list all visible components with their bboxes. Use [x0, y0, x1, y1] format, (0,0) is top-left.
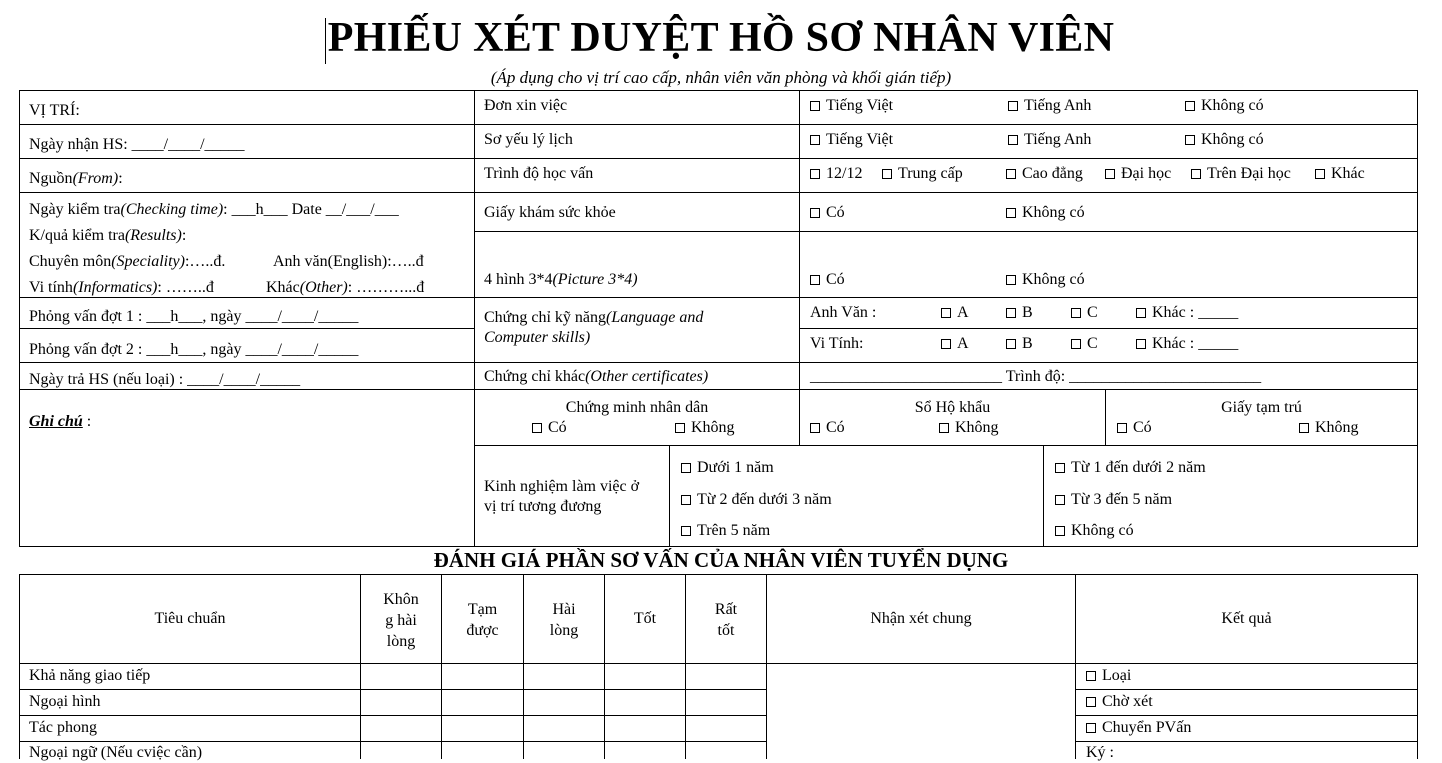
english-a-label: A: [957, 304, 969, 321]
criteria-row-communication: Khả năng giao tiếp: [29, 667, 151, 684]
notes-label: Ghi chú: [29, 413, 83, 430]
id-card-no-label: Không: [691, 419, 735, 436]
app-english-checkbox[interactable]: [1008, 96, 1091, 116]
results-label: [29, 226, 186, 246]
very-good-header: [686, 599, 766, 641]
checkbox-icon: [1136, 339, 1146, 349]
temp-residence-yes-label: Có: [1133, 419, 1152, 436]
exp-2-3-checkbox[interactable]: [681, 490, 832, 510]
satisfied-header: [524, 599, 604, 641]
acceptable-header: [442, 599, 523, 641]
other-certificates-label-en: (Other certificates): [585, 368, 709, 385]
cv-english-checkbox[interactable]: [1008, 130, 1091, 150]
checkbox-icon: [941, 339, 951, 349]
photos-none-checkbox[interactable]: [1006, 270, 1085, 290]
checkbox-icon: [681, 526, 691, 536]
checkbox-icon: [939, 423, 949, 433]
criteria-row-appearance: Ngoại hình: [29, 693, 101, 710]
exp-1-2-checkbox[interactable]: [1055, 458, 1206, 478]
checkbox-icon: [1117, 423, 1127, 433]
results-colon: :: [181, 227, 187, 244]
acceptable-header-line2: được: [466, 622, 499, 639]
criteria-row-manner: Tác phong: [29, 719, 97, 736]
page-subtitle: (Áp dụng cho vị trí cao cấp, nhân viên văn phòng và khối gián tiếp): [490, 68, 952, 87]
english-score[interactable]: Anh văn(English):…..đ: [273, 253, 424, 270]
speciality-blank: :…..đ.: [184, 253, 226, 270]
speciality-score[interactable]: [29, 252, 225, 272]
check-time-label: Ngày kiểm tra: [29, 201, 121, 218]
exp-2-3-label: Từ 2 đến dưới 3 năm: [697, 491, 832, 508]
informatics-blank: : ……..đ: [157, 279, 214, 296]
checkbox-icon: [1105, 169, 1115, 179]
health-none-label: Không có: [1022, 204, 1085, 221]
cv-none-checkbox[interactable]: [1185, 130, 1264, 150]
very-good-header-line1: Rất: [714, 601, 738, 618]
source-colon: :: [118, 170, 123, 187]
checkbox-icon: [810, 135, 820, 145]
checkbox-icon: [1055, 526, 1065, 536]
cv-none-label: Không có: [1201, 131, 1264, 148]
unsatisfied-header-line3: lòng: [386, 633, 416, 650]
informatics-other-checkbox[interactable]: [1136, 334, 1238, 354]
results-label-en: (Results): [124, 227, 182, 244]
edu-vocational-checkbox[interactable]: [882, 164, 963, 184]
checkbox-icon: [810, 423, 820, 433]
notes-field[interactable]: [29, 412, 91, 432]
experience-label-1: Kinh nghiệm làm việc ở: [484, 478, 640, 495]
other-label-en: (Other): [299, 279, 348, 296]
page-title: PHIẾU XÉT DUYỆT HỒ SƠ NHÂN VIÊN: [327, 15, 1115, 61]
exp-none-label: Không có: [1071, 522, 1134, 539]
cv-label: Sơ yếu lý lịch: [484, 131, 573, 148]
received-date-field[interactable]: Ngày nhận HS: ____/____/_____: [29, 136, 245, 153]
checkbox-icon: [1006, 339, 1016, 349]
checkbox-icon: [1006, 275, 1016, 285]
text-cursor: [325, 18, 326, 64]
temp-residence-yes-checkbox[interactable]: [1117, 418, 1152, 438]
app-vietnamese-label: Tiếng Việt: [826, 97, 894, 114]
checkbox-icon: [1006, 208, 1016, 218]
signature-field[interactable]: Ký :: [1086, 744, 1114, 761]
household-book-label: Sổ Hộ khẩu: [914, 399, 991, 416]
checkbox-icon: [1055, 463, 1065, 473]
photos-none-label: Không có: [1022, 271, 1085, 288]
general-comment-header: Nhận xét chung: [870, 610, 972, 627]
edu-college-label: Cao đẳng: [1022, 165, 1083, 182]
source-field[interactable]: [29, 169, 123, 189]
checkbox-icon: [810, 101, 820, 111]
good-header: Tốt: [633, 610, 657, 627]
result-pending-label: Chờ xét: [1102, 693, 1153, 710]
other-blank: : ………...đ: [347, 279, 425, 296]
photos-yes-label: Có: [826, 271, 845, 288]
english-a-checkbox[interactable]: [941, 303, 969, 323]
household-yes-label: Có: [826, 419, 845, 436]
checkbox-icon: [1086, 723, 1096, 733]
checkbox-icon: [675, 423, 685, 433]
english-other-checkbox[interactable]: [1136, 303, 1238, 323]
position-label: VỊ TRÍ:: [29, 102, 80, 119]
other-label: Khác: [266, 279, 300, 296]
edu-vocational-label: Trung cấp: [898, 165, 963, 182]
check-time-field[interactable]: [29, 200, 399, 220]
skill-certificates-label: [484, 308, 703, 328]
informatics-score[interactable]: [29, 278, 214, 298]
checkbox-icon: [1006, 308, 1016, 318]
health-none-checkbox[interactable]: [1006, 203, 1085, 223]
informatics-b-checkbox[interactable]: [1006, 334, 1033, 354]
informatics-level-label: Vi Tính:: [810, 335, 864, 352]
id-card-yes-checkbox[interactable]: [532, 418, 567, 438]
app-none-checkbox[interactable]: [1185, 96, 1264, 116]
id-card-label: Chứng minh nhân dân: [565, 399, 709, 416]
checkbox-icon: [1008, 101, 1018, 111]
photos-label-vi: 4 hình 3*4: [484, 271, 553, 288]
household-yes-checkbox[interactable]: [810, 418, 845, 438]
checkbox-icon: [1299, 423, 1309, 433]
unsatisfied-header-line2: g hài: [385, 612, 417, 629]
result-reject-checkbox[interactable]: [1086, 666, 1131, 686]
experience-label-2: vị trí tương đương: [484, 498, 602, 515]
english-c-checkbox[interactable]: [1071, 303, 1098, 323]
checkbox-icon: [810, 208, 820, 218]
checkbox-icon: [1191, 169, 1201, 179]
english-c-label: C: [1087, 304, 1098, 321]
checkbox-icon: [1071, 339, 1081, 349]
informatics-a-label: A: [957, 335, 969, 352]
result-header: Kết quả: [1221, 610, 1272, 627]
result-pending-checkbox[interactable]: [1086, 692, 1153, 712]
exp-under-1-label: Dưới 1 năm: [697, 459, 774, 476]
edu-college-checkbox[interactable]: [1006, 164, 1083, 184]
edu-other-checkbox[interactable]: [1315, 164, 1365, 184]
informatics-a-checkbox[interactable]: [941, 334, 969, 354]
photos-yes-checkbox[interactable]: [810, 270, 845, 290]
temp-residence-label: Giấy tạm trú: [1221, 399, 1302, 416]
checkbox-icon: [941, 308, 951, 318]
photos-label-en: (Picture 3*4): [552, 271, 638, 288]
cv-vietnamese-checkbox[interactable]: [810, 130, 893, 150]
informatics-c-label: C: [1087, 335, 1098, 352]
informatics-label-en: (Informatics): [72, 279, 158, 296]
app-none-label: Không có: [1201, 97, 1264, 114]
satisfied-header-line1: Hài: [552, 601, 576, 618]
checkbox-icon: [1086, 671, 1096, 681]
checkbox-icon: [1086, 697, 1096, 707]
application-letter-label: Đơn xin việc: [484, 97, 568, 114]
health-yes-label: Có: [826, 204, 845, 221]
id-card-no-checkbox[interactable]: [675, 418, 735, 438]
checkbox-icon: [681, 495, 691, 505]
other-cert-field[interactable]: ________________________ Trình độ: ________________________: [810, 368, 1262, 385]
health-check-label: Giấy khám sức khỏe: [484, 204, 616, 221]
checkbox-icon: [810, 169, 820, 179]
checkbox-icon: [1006, 169, 1016, 179]
id-card-yes-label: Có: [548, 419, 567, 436]
checkbox-icon: [1008, 135, 1018, 145]
edu-university-checkbox[interactable]: [1105, 164, 1171, 184]
criteria-header: Tiêu chuẩn: [154, 610, 226, 627]
edu-12-label: 12/12: [826, 165, 863, 182]
checkbox-icon: [882, 169, 892, 179]
cv-vietnamese-label: Tiếng Việt: [826, 131, 894, 148]
checkbox-icon: [810, 275, 820, 285]
exp-under-1-checkbox[interactable]: [681, 458, 774, 478]
skill-certificates-label-en2: Computer skills): [484, 329, 591, 346]
education-label: Trình độ học vấn: [484, 165, 594, 182]
other-score[interactable]: [266, 278, 424, 298]
app-vietnamese-checkbox[interactable]: [810, 96, 893, 116]
cv-english-label: Tiếng Anh: [1024, 131, 1092, 148]
app-english-label: Tiếng Anh: [1024, 97, 1092, 114]
speciality-label-en: (Speciality): [111, 253, 185, 270]
english-b-label: B: [1022, 304, 1033, 321]
acceptable-header-line1: Tạm: [467, 601, 498, 618]
informatics-other-label: Khác : _____: [1152, 335, 1239, 352]
unsatisfied-header: [361, 589, 441, 652]
skill-certificates-label-en1: (Language and: [606, 309, 704, 326]
other-certificates-label-vi: Chứng chỉ khác: [484, 368, 586, 385]
speciality-label: Chuyên môn: [29, 253, 112, 270]
english-b-checkbox[interactable]: [1006, 303, 1033, 323]
english-other-label: Khác : _____: [1152, 304, 1239, 321]
edu-other-label: Khác: [1331, 165, 1365, 182]
edu-university-label: Đại học: [1121, 165, 1172, 182]
result-reject-label: Loại: [1102, 667, 1132, 684]
other-certificates-label: [484, 367, 708, 387]
criteria-row-language: Ngoại ngữ (Nếu cviệc cần): [29, 744, 203, 761]
checkbox-icon: [1055, 495, 1065, 505]
edu-12-checkbox[interactable]: [810, 164, 862, 184]
informatics-b-label: B: [1022, 335, 1033, 352]
temp-residence-no-label: Không: [1315, 419, 1359, 436]
checkbox-icon: [1185, 101, 1195, 111]
result-interview-checkbox[interactable]: [1086, 718, 1191, 738]
temp-residence-no-checkbox[interactable]: [1299, 418, 1359, 438]
health-yes-checkbox[interactable]: [810, 203, 845, 223]
results-label-vi: K/quả kiểm tra: [29, 227, 125, 244]
informatics-c-checkbox[interactable]: [1071, 334, 1098, 354]
edu-postgrad-label: Trên Đại học: [1207, 165, 1291, 182]
unsatisfied-header-line1: Khôn: [383, 591, 419, 608]
return-date-field[interactable]: Ngày trả HS (nếu loại) : ____/____/_____: [29, 371, 301, 388]
exp-over-5-label: Trên 5 năm: [697, 522, 771, 539]
interview-1-field[interactable]: Phỏng vấn đợt 1 : ___h___, ngày ____/____/_____: [29, 308, 359, 325]
exp-over-5-checkbox[interactable]: [681, 521, 770, 541]
source-label: Nguồn: [29, 170, 73, 187]
exp-3-5-checkbox[interactable]: [1055, 490, 1172, 510]
evaluation-section-title: ĐÁNH GIÁ PHẦN SƠ VẤN CỦA NHÂN VIÊN TUYỂN DỤNG: [433, 548, 1009, 572]
exp-3-5-label: Từ 3 đến 5 năm: [1071, 491, 1173, 508]
english-level-label: Anh Văn :: [810, 304, 877, 321]
source-label-en: (From): [72, 170, 119, 187]
photos-label: [484, 270, 638, 290]
notes-colon: :: [82, 413, 92, 430]
checkbox-icon: [1071, 308, 1081, 318]
household-no-checkbox[interactable]: [939, 418, 999, 438]
checkbox-icon: [1185, 135, 1195, 145]
exp-1-2-label: Từ 1 đến dưới 2 năm: [1071, 459, 1206, 476]
checkbox-icon: [1315, 169, 1325, 179]
checkbox-icon: [1136, 308, 1146, 318]
very-good-header-line2: tốt: [717, 622, 735, 639]
check-time-blanks: : ___h___ Date __/___/___: [223, 201, 399, 218]
checkbox-icon: [681, 463, 691, 473]
check-time-label-en: (Checking time): [120, 201, 224, 218]
checkbox-icon: [532, 423, 542, 433]
household-no-label: Không: [955, 419, 999, 436]
satisfied-header-line2: lòng: [549, 622, 579, 639]
informatics-label: Vi tính: [29, 279, 73, 296]
skill-certificates-label-vi: Chứng chỉ kỹ năng: [484, 309, 606, 326]
result-interview-label: Chuyển PVấn: [1102, 719, 1192, 736]
edu-postgrad-checkbox[interactable]: [1191, 164, 1291, 184]
exp-none-checkbox[interactable]: [1055, 521, 1134, 541]
interview-2-field[interactable]: Phỏng vấn đợt 2 : ___h___, ngày ____/____/_____: [29, 341, 359, 358]
